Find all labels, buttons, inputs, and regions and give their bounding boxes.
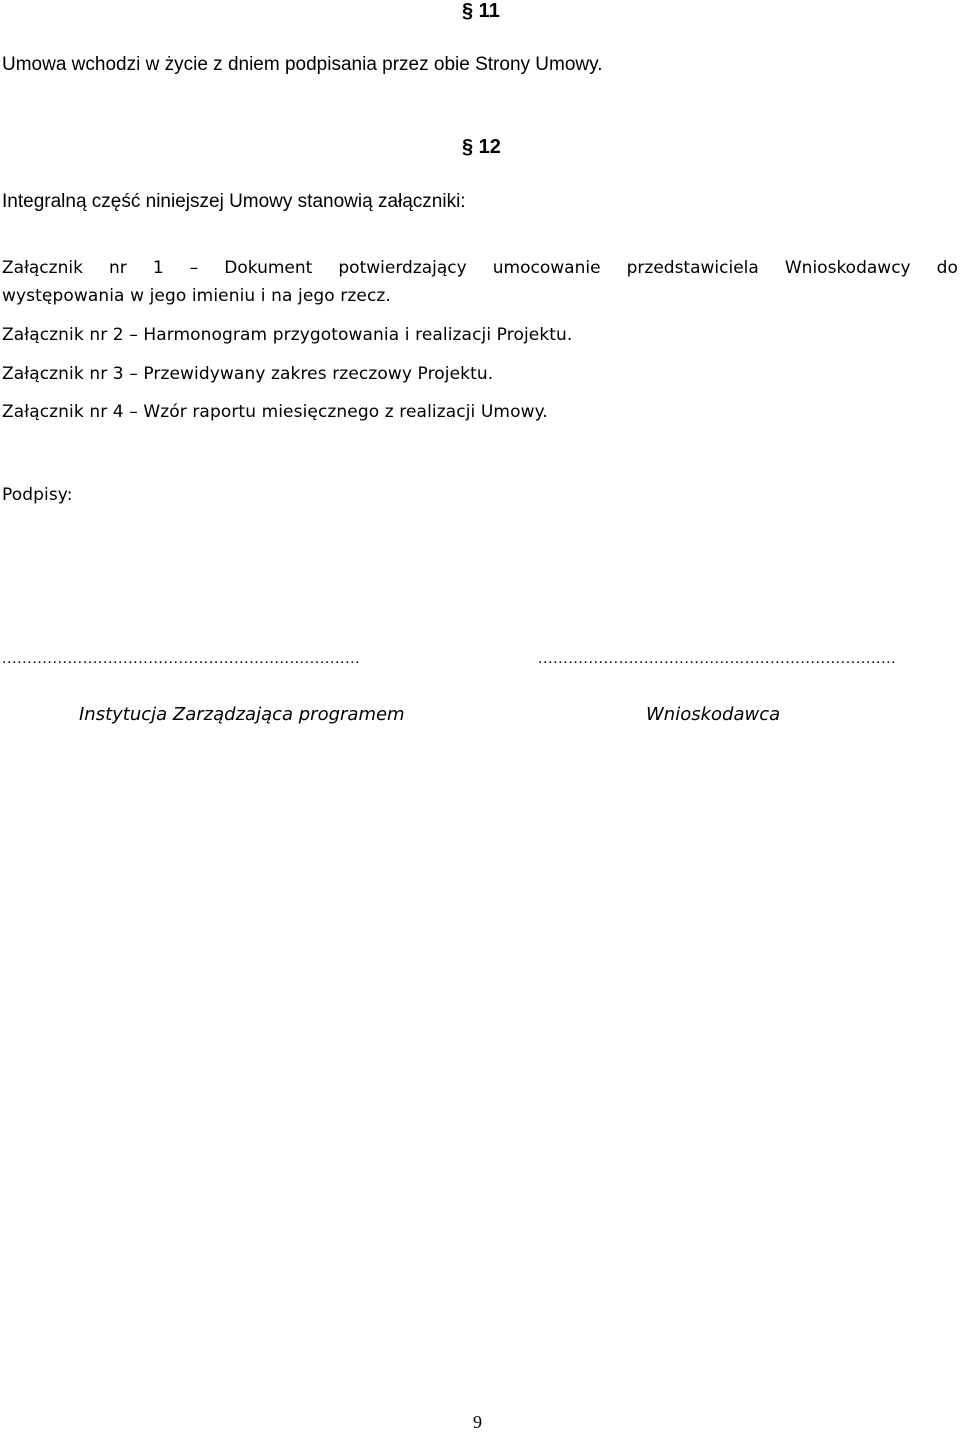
attachment-1-word: Wnioskodawcy bbox=[784, 258, 911, 278]
attachment-1-word: nr bbox=[109, 258, 127, 278]
signature-name-left: Instytucja Zarządzająca programem bbox=[79, 704, 405, 725]
attachment-1-line-1 bbox=[2, 258, 958, 278]
signature-line-right: ....................................................................... bbox=[538, 650, 897, 667]
signatures-label: Podpisy: bbox=[2, 485, 73, 505]
attachment-1-word: Załącznik bbox=[2, 258, 83, 278]
attachment-2: Załącznik nr 2 – Harmonogram przygotowania i realizacji Projektu. bbox=[2, 325, 573, 345]
section-11-heading: § 11 bbox=[462, 0, 500, 22]
section-12-text: Integralną część niniejszej Umowy stanowią załączniki: bbox=[2, 191, 466, 212]
attachment-1-line-2: występowania w jego imieniu i na jego rzecz. bbox=[2, 286, 391, 306]
section-12-heading: § 12 bbox=[462, 136, 501, 158]
attachment-1-word: 1 bbox=[152, 258, 164, 278]
page-number: 9 bbox=[473, 1412, 482, 1432]
signature-line-left: ....................................................................... bbox=[2, 650, 361, 667]
attachment-1-word: Dokument bbox=[224, 258, 313, 278]
signature-name-right: Wnioskodawca bbox=[646, 704, 781, 725]
attachment-1-word: – bbox=[189, 258, 199, 278]
attachment-3: Załącznik nr 3 – Przewidywany zakres rzeczowy Projektu. bbox=[2, 364, 494, 384]
attachment-1-word: umocowanie bbox=[492, 258, 601, 278]
attachment-1-word: przedstawiciela bbox=[626, 258, 759, 278]
attachment-1-word: potwierdzający bbox=[338, 258, 467, 278]
attachment-1-word: do bbox=[936, 258, 958, 278]
section-11-text: Umowa wchodzi w życie z dniem podpisania przez obie Strony Umowy. bbox=[2, 54, 603, 75]
attachment-4: Załącznik nr 4 – Wzór raportu miesięcznego z realizacji Umowy. bbox=[2, 402, 548, 422]
